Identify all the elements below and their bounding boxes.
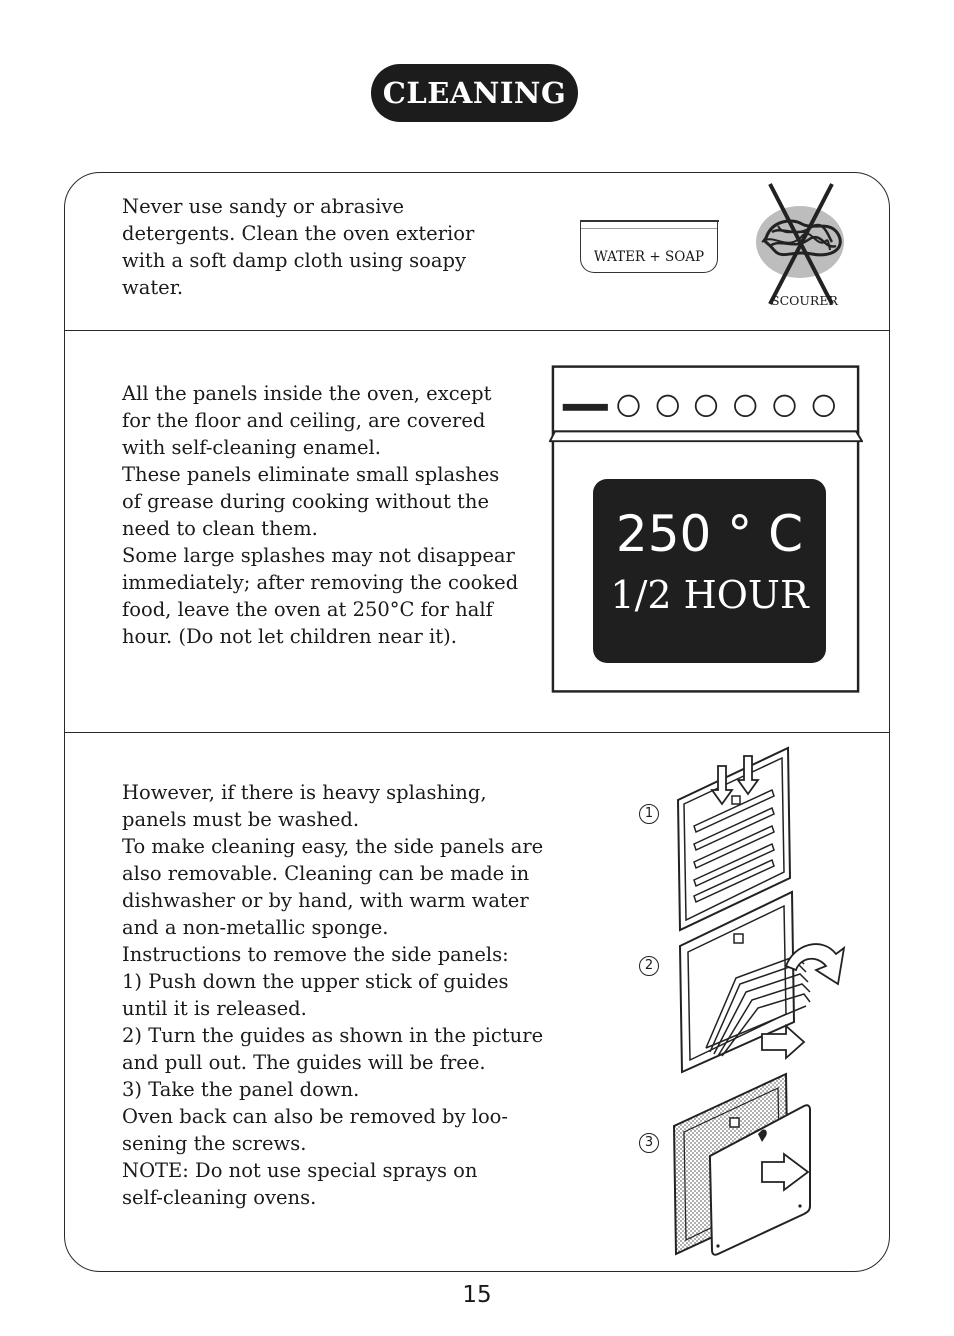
text-line: and pull out. The guides will be free.	[122, 1051, 486, 1074]
step-number: 1	[639, 804, 659, 824]
text-line: sening the screws.	[122, 1132, 307, 1155]
text-line: NOTE: Do not use special sprays on	[122, 1159, 478, 1182]
text-line: These panels eliminate small splashes	[122, 463, 500, 486]
exterior-cleaning-text	[122, 193, 474, 301]
text-line: detergents. Clean the oven exterior	[122, 222, 475, 245]
text-line: dishwasher or by hand, with warm water	[122, 889, 529, 912]
text-line: until it is released.	[122, 997, 307, 1020]
text-line: 2) Turn the guides as shown in the picture	[122, 1024, 544, 1047]
step-number: 3	[639, 1133, 659, 1153]
text-line: Instructions to remove the side panels:	[122, 943, 509, 966]
duration-value: 1/2 HOUR	[610, 573, 809, 617]
text-line: panels must be washed.	[122, 808, 360, 831]
section-divider	[64, 330, 890, 331]
scourer-forbidden-icon	[752, 180, 850, 308]
text-line: Some large splashes may not disappear	[122, 544, 515, 567]
step3-remove-panel-illustration	[670, 1070, 820, 1258]
text-line: water.	[122, 276, 184, 299]
text-line: food, leave the oven at 250°C for half	[122, 598, 493, 621]
text-line: All the panels inside the oven, except	[122, 382, 492, 405]
water-soap-container-icon	[580, 220, 718, 273]
text-line: self-cleaning ovens.	[122, 1186, 317, 1209]
text-line: need to clean them.	[122, 517, 318, 540]
step2-turn-guides-illustration	[676, 888, 856, 1074]
text-line: also removable. Cleaning can be made in	[122, 862, 530, 885]
side-panel-removal-text	[122, 779, 543, 1211]
page-title: CLEANING	[371, 64, 578, 122]
text-line: 1) Push down the upper stick of guides	[122, 970, 509, 993]
self-cleaning-enamel-text	[122, 380, 518, 650]
text-line: Never use sandy or abrasive	[122, 195, 404, 218]
oven-temperature-display	[593, 479, 826, 663]
text-line: and a non-metallic sponge.	[122, 916, 389, 939]
temperature-value: 250 ° C	[615, 505, 804, 563]
text-line: with a soft damp cloth using soapy	[122, 249, 467, 272]
text-line: Oven back can also be removed by loo-	[122, 1105, 509, 1128]
step-number: 2	[639, 956, 659, 976]
text-line: However, if there is heavy splashing,	[122, 781, 487, 804]
text-line: 3) Take the panel down.	[122, 1078, 360, 1101]
text-line: immediately; after removing the cooked	[122, 571, 519, 594]
page-number: 15	[462, 1282, 492, 1308]
text-line: with self-cleaning enamel.	[122, 436, 381, 459]
text-line: of grease during cooking without the	[122, 490, 489, 513]
water-soap-label: WATER + SOAP	[593, 249, 705, 265]
text-line: To make cleaning easy, the side panels are	[122, 835, 544, 858]
text-line: hour. (Do not let children near it).	[122, 625, 457, 648]
text-line: for the floor and ceiling, are covered	[122, 409, 486, 432]
section-divider	[64, 732, 890, 733]
scourer-label: SCOURER	[771, 293, 838, 308]
